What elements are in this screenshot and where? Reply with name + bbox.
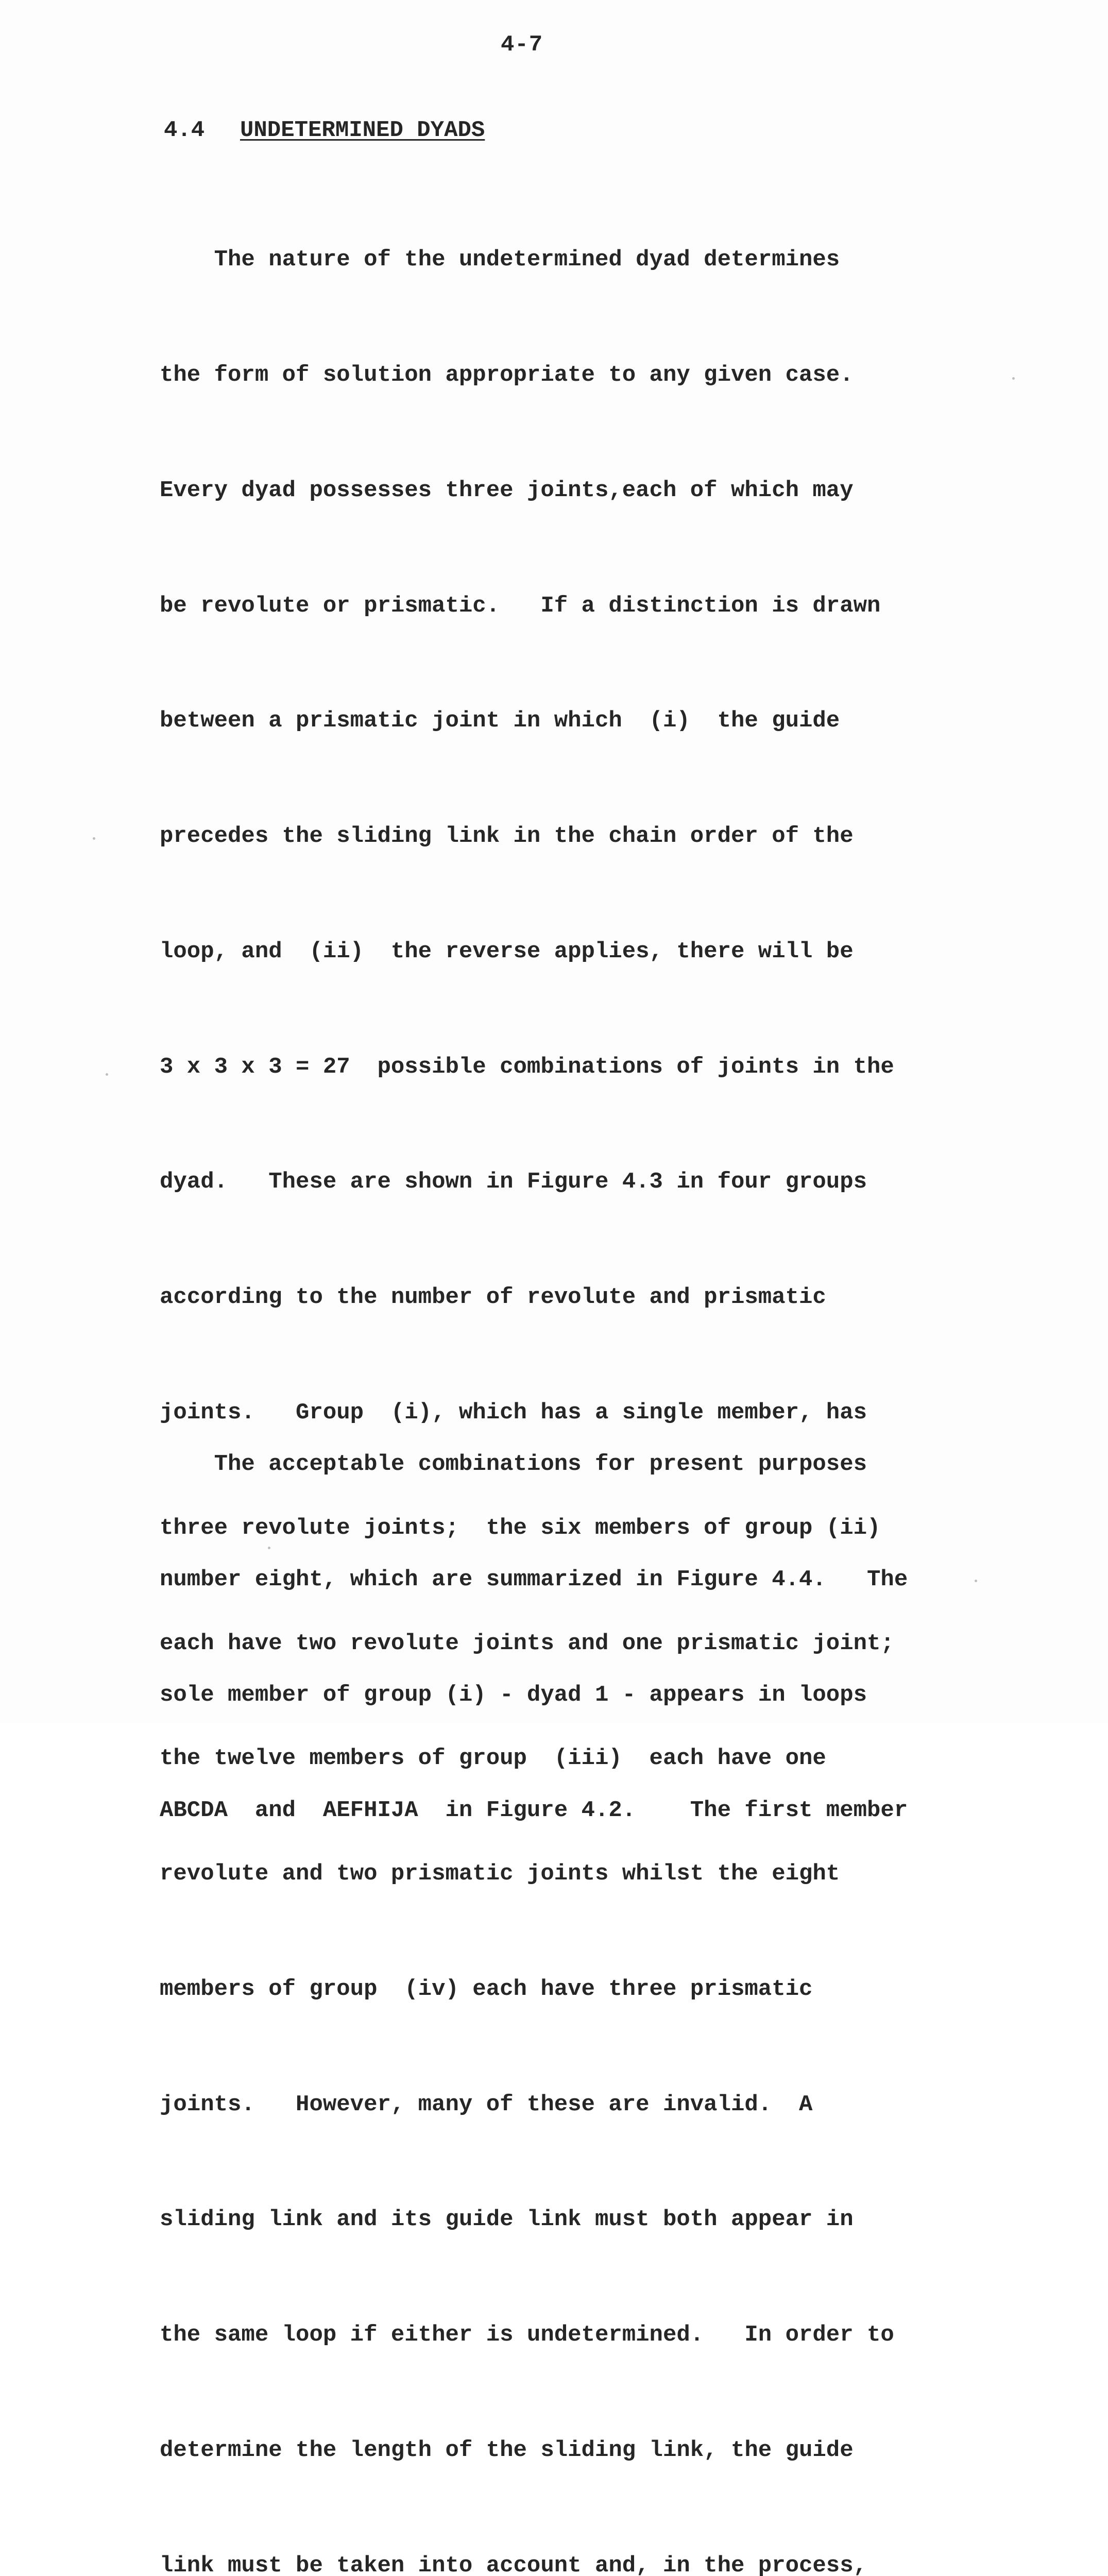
text-line: three revolute joints; the six members of group (ii) [160,1515,881,1541]
text-line: Every dyad possesses three joints,each of which may [160,477,854,503]
text-line: sliding link and its guide link must both appear in [160,2207,854,2233]
text-line: members of group (iv) each have three prismatic [160,1976,813,2002]
paragraph [160,1368,1046,1906]
text-line: sole member of group (i) - dyad 1 - appears in loops [160,1682,867,1708]
section-heading [164,117,485,143]
scan-speck [1012,377,1015,380]
text-line: The nature of the undetermined dyad determines [160,247,840,273]
text-line: between a prismatic joint in which (i) the guide [160,708,840,734]
text-line: according to the number of revolute and prismatic [160,1284,826,1311]
text-line: joints. Group (i), which has a single member, has [160,1400,867,1426]
text-line: the twelve members of group (iii) each have one [160,1745,826,1772]
text-line: revolute and two prismatic joints whilst the eight [160,1861,840,1887]
text-line: dyad. These are shown in Figure 4.3 in four groups [160,1169,867,1195]
scan-speck [268,1547,270,1549]
text-line: link must be taken into account and, in the process, [160,2552,867,2576]
text-line: be revolute or prismatic. If a distinction is drawn [160,592,881,619]
text-line: loop, and (ii) the reverse applies, there will be [160,938,854,964]
text-line: determine the length of the sliding link, the guide [160,2437,854,2464]
text-line: each have two revolute joints and one prismatic joint; [160,1630,894,1656]
text-line: number eight, which are summarized in Figure 4.4. The [160,1566,908,1592]
text-line: precedes the sliding link in the chain order of the [160,823,854,850]
text-line: ABCDA and AEFHIJA in Figure 4.2. The first member [160,1797,908,1823]
text-line: the same loop if either is undetermined. In order to [160,2322,894,2348]
text-line: joints. However, many of these are invalid. A [160,2091,813,2117]
text-line: 3 x 3 x 3 = 27 possible combinations of joints in the [160,1054,894,1080]
text-line: The acceptable combinations for present purposes [160,1451,867,1478]
text-line: the form of solution appropriate to any given case. [160,362,854,388]
scan-speck [93,837,95,840]
section-title: UNDETERMINED DYADS [240,117,485,143]
scan-speck [975,1580,977,1582]
section-number: 4.4 [164,117,205,143]
page-number: 4-7 [501,32,543,58]
scan-speck [106,1073,108,1076]
